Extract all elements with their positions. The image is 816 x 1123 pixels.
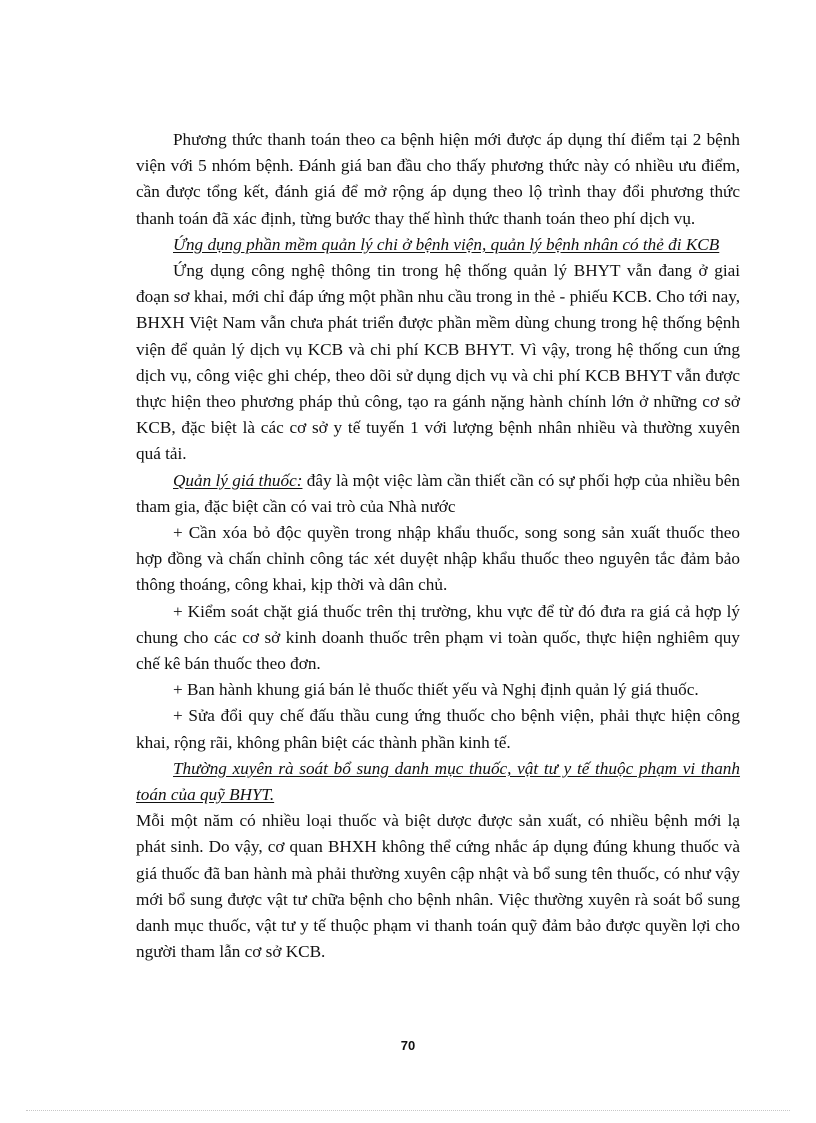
page-bottom-divider (26, 1110, 790, 1111)
paragraph-drug-list-review: Mỗi một năm có nhiều loại thuốc và biệt dược được sản xuất, có nhiều bệnh mới lạ phát sinh. Do vậy, cơ quan BHXH không thể cứng nhắc áp dụng đúng khung thuốc và giá thuốc đã ban hành mà phải thường xuyên cập nhật và bổ sung tên thuốc, có như vậy mới bổ sung được vật tư chữa bệnh cho bệnh nhân. Việc thường xuyên rà soát bổ sung danh mục thuốc, vật tư y tế thuộc phạm vi thanh toán quỹ đảm bảo được quyền lợi cho người tham lẫn cơ sở KCB. (136, 811, 740, 962)
drug-price-text: đây là một việc làm cần thiết cần có sự phối hợp của nhiều bên tham gia, đặc biệt cần có vai trò của Nhà nước (136, 470, 740, 516)
bullet-bidding-rules: + Sửa đổi quy chế đấu thầu cung ứng thuốc cho bệnh viện, phải thực hiện công khai, rộng rãi, không phân biệt các thành phần kinh tế. (136, 706, 740, 752)
bullet-price-frame: + Ban hành khung giá bán lẻ thuốc thiết yếu và Nghị định quản lý giá thuốc. (173, 680, 699, 700)
page-body (136, 127, 740, 966)
heading-drug-list-review: Thường xuyên rà soát bổ sung danh mục thuốc, vật tư y tế thuộc phạm vi thanh toán của quỹ BHYT. (136, 758, 740, 805)
paragraph-it-application: Ứng dụng công nghệ thông tin trong hệ thống quản lý BHYT vẫn đang ở giai đoạn sơ khai, mới chỉ đáp ứng một phần nhu cầu trong in thẻ - phiếu KCB. Cho tới nay, BHXH Việt Nam vẫn chưa phát triển được phần mềm dùng chung trong hệ thống bệnh viện để quản lý dịch vụ KCB và chi phí KCB BHYT. Vì vậy, trong hệ thống cun ứng dịch vụ, công việc ghi chép, theo dõi sử dụng dịch vụ và chi phí KCB BHYT vẫn được thực hiện theo phương pháp thủ công, tạo ra gánh nặng hành chính lớn ở những cơ sở KCB, đặc biệt là các cơ sở y tế tuyến 1 với lượng bệnh nhân nhiều và thường xuyên quá tải. (136, 261, 740, 464)
page-number: 70 (400, 1038, 416, 1053)
bullet-price-control: + Kiểm soát chặt giá thuốc trên thị trường, khu vực để từ đó đưa ra giá cả hợp lý chung cho các cơ sở kinh doanh thuốc trên phạm vi toàn quốc, thực hiện nghiêm quy chế kê bán thuốc theo đơn. (136, 601, 740, 674)
heading-software-application: Ứng dụng phần mềm quản lý chi ở bệnh viện, quản lý bệnh nhân có thẻ đi KCB (173, 234, 720, 254)
paragraph-payment-method: Phương thức thanh toán theo ca bệnh hiện mới được áp dụng thí điểm tại 2 bệnh viện với 5 nhóm bệnh. Đánh giá ban đầu cho thấy phương thức này có nhiều ưu điểm, cần được tổng kết, đánh giá để mở rộng áp dụng theo lộ trình thay đổi phương thức thanh toán đã xác định, từng bước thay thế hình thức thanh toán theo phí dịch vụ. (136, 130, 740, 228)
heading-drug-price: Quản lý giá thuốc: (173, 470, 303, 490)
paragraph-drug-price (136, 468, 740, 520)
bullet-import-monopoly: + Cần xóa bỏ độc quyền trong nhập khẩu thuốc, song song sản xuất thuốc theo hợp đồng và chấn chỉnh công tác xét duyệt nhập khẩu thuốc theo nguyên tắc đảm bảo thông thoáng, công khai, kịp thời và dân chủ. (136, 523, 740, 595)
